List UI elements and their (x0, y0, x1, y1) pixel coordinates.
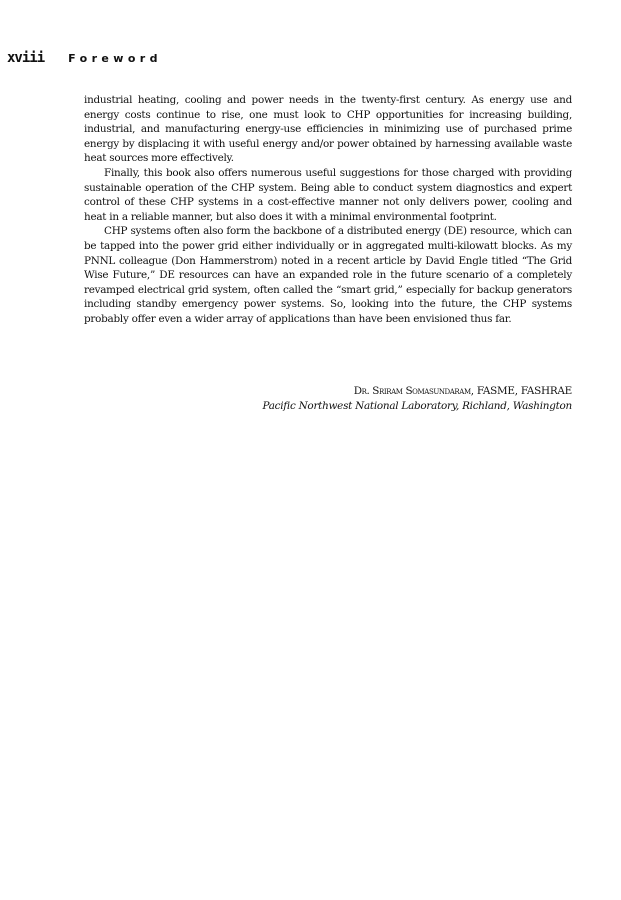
paragraph-distributed-energy: CHP systems often also form the backbone of a distributed energy (DE) resource, which can be tapped into the power grid either individually or in aggregated multi-kilowatt blocks. As my PNNL colleague (Don Hammerstrom) noted in a recent article by David Engle titled “The Grid Wise Future,” DE resources can have an expanded role in the future scenario of a completely revamped electrical grid system, often called the “smart grid,” especially for backup generators including standby emergency power systems. So, looking into the future, the CHP systems probably offer even a wider array of applications than have been envisioned thus far. (84, 225, 572, 325)
section-title: Foreword (68, 52, 162, 65)
signature-line (84, 384, 572, 399)
running-head (7, 50, 162, 68)
page-number: xviii (7, 50, 45, 66)
paragraph-continued: industrial heating, cooling and power needs in the twenty-first century. As energy use and energy costs continue to rise, one must look to CHP opportunities for increasing building, industrial, and manufacturing energy-use efficiencies in minimizing use of purchased prime energy by displacing it with useful energy and/or power obtained by harnessing available waste heat sources more effectively. (84, 94, 572, 165)
foreword-body (84, 93, 572, 327)
author-name: Dr. Sriram Somasundaram (353, 385, 471, 397)
signature-block (84, 384, 572, 413)
author-affiliation: Pacific Northwest National Laboratory, Richland, Washington (262, 399, 572, 412)
author-credentials: , FASME, FASHRAE (470, 385, 572, 397)
paragraph-sustainable-operation: Finally, this book also offers numerous useful suggestions for those charged with providing sustainable operation of the CHP system. Being able to conduct system diagnostics and expert control of these CHP systems in a cost-effective manner not only delivers power, cooling and heat in a reliable manner, but also does it with a minimal environmental footprint. (84, 166, 572, 223)
